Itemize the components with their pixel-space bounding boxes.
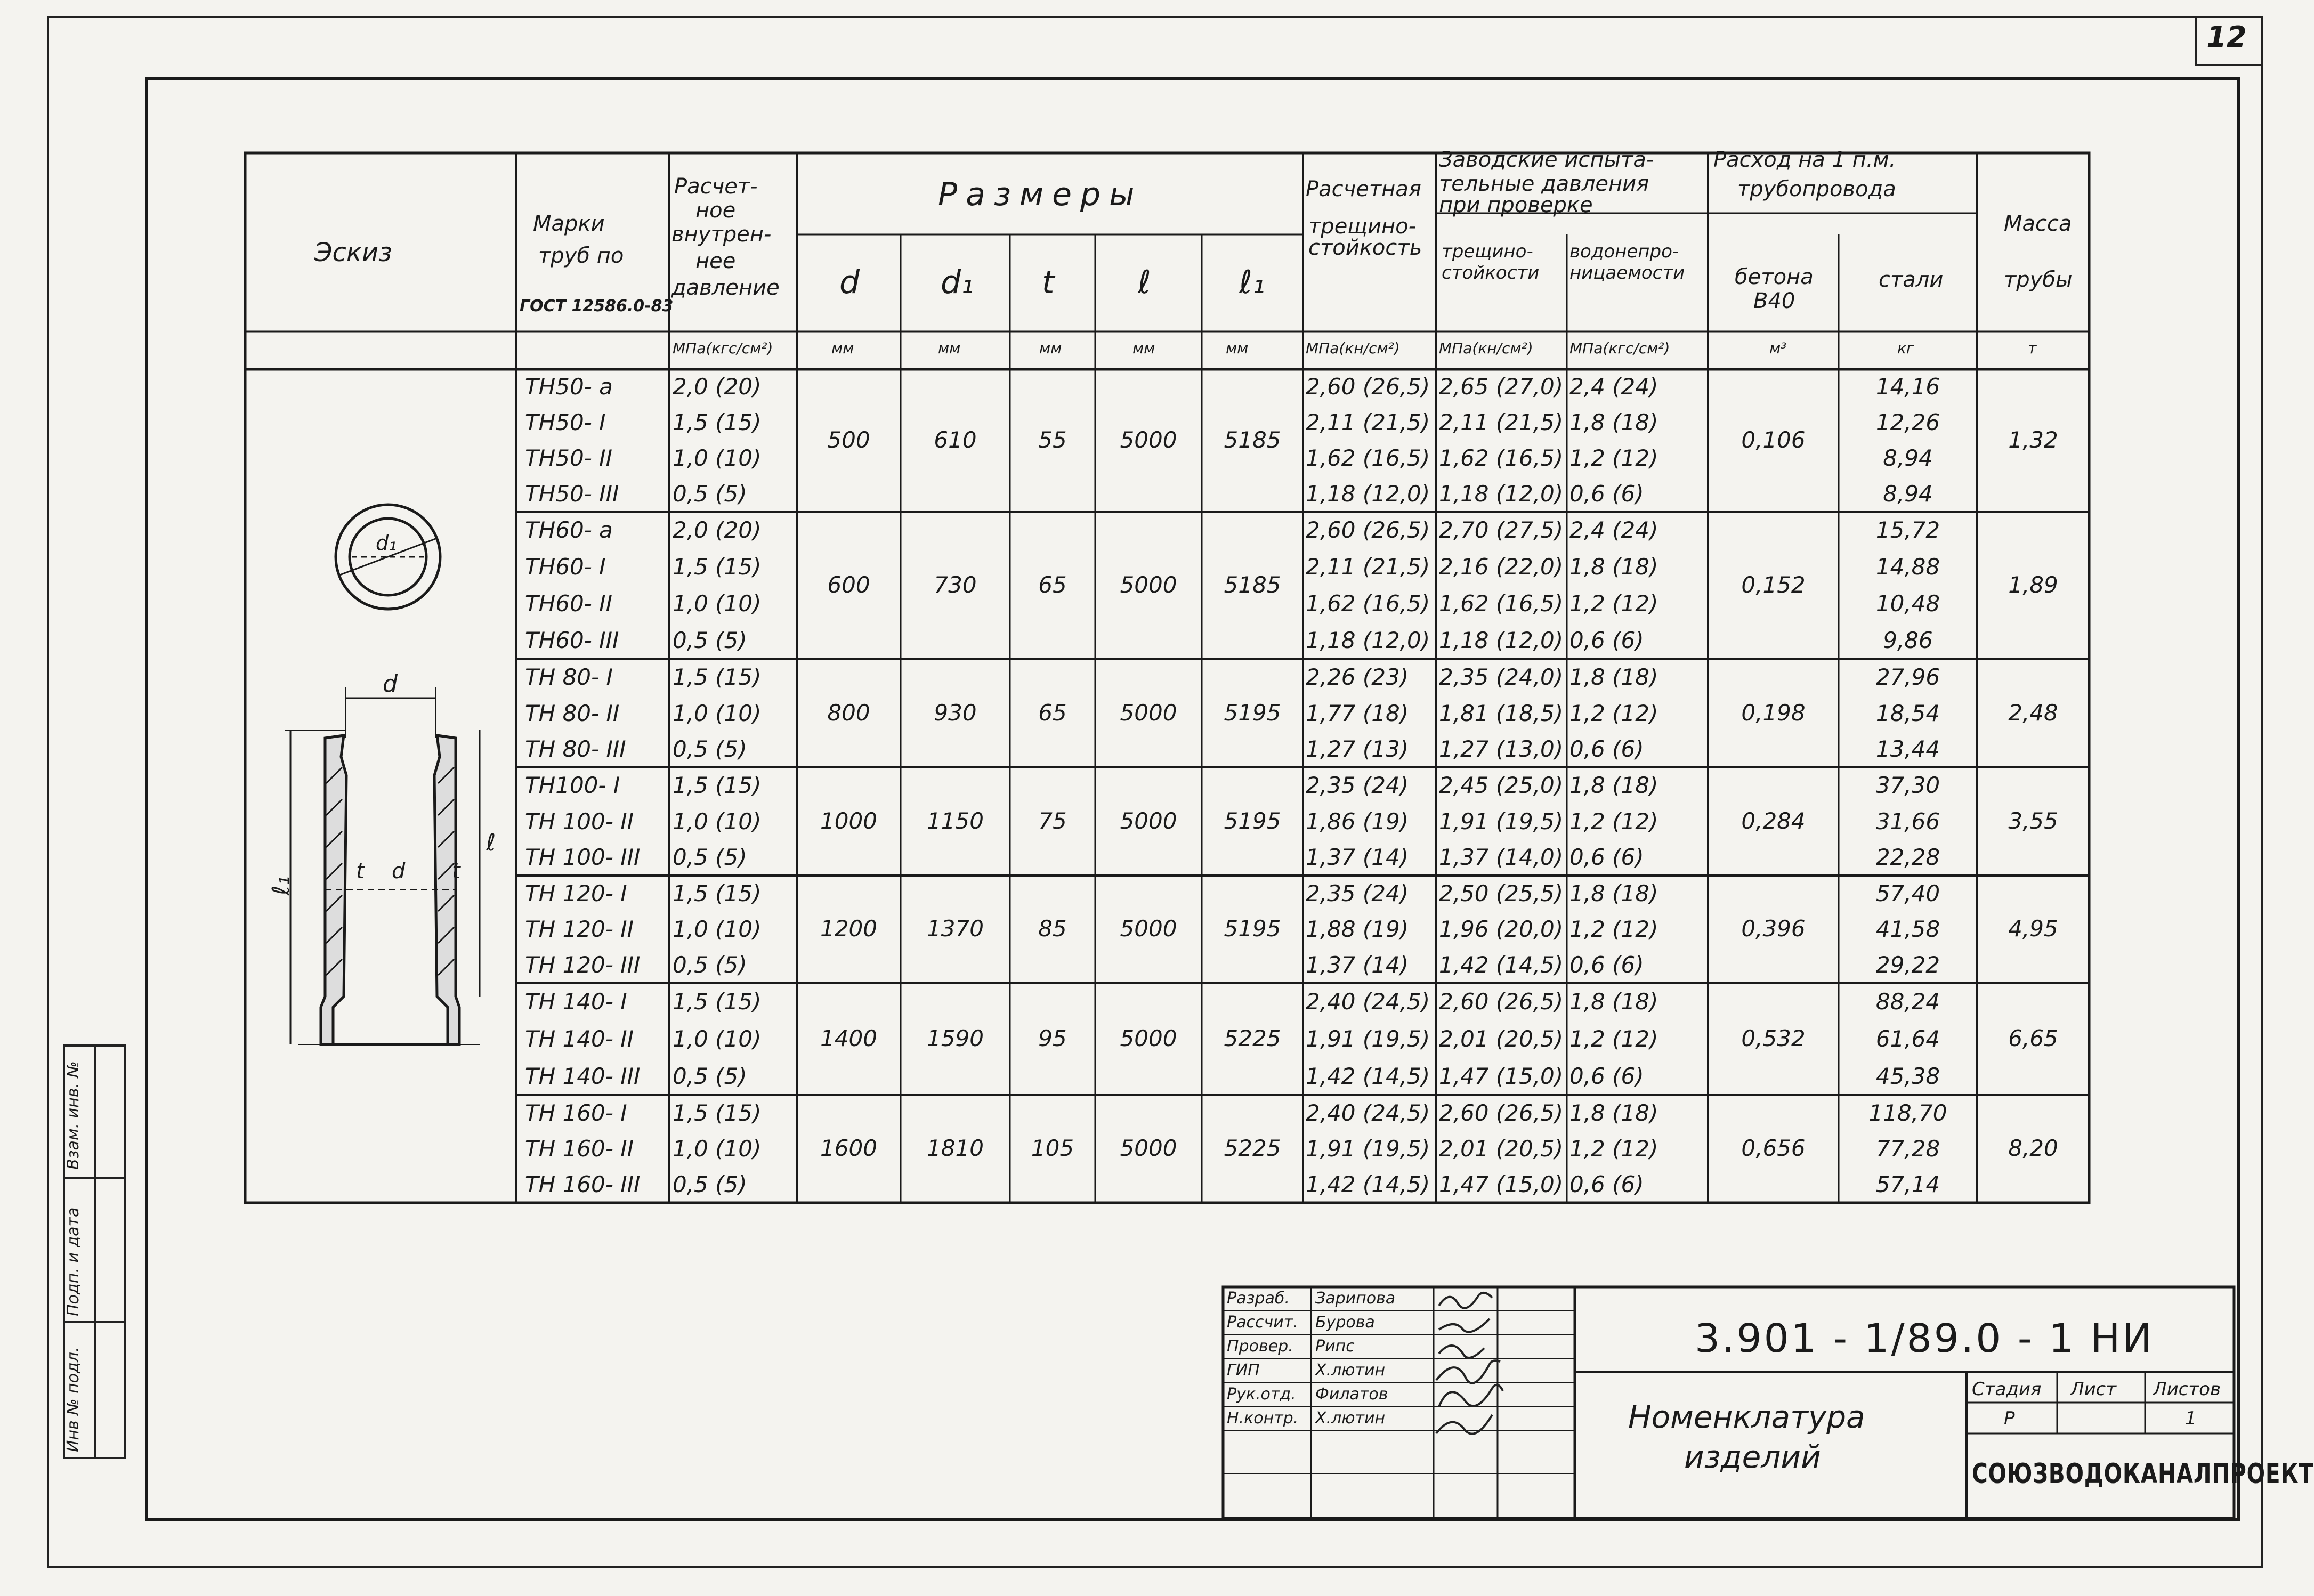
crack-resistance-cell: 1,86 (19) bbox=[1306, 808, 1409, 835]
crack-resistance-cell: 1,62 (16,5) bbox=[1306, 444, 1430, 471]
dim-d-cell: 600 bbox=[827, 571, 870, 598]
steel-cell: 61,64 bbox=[1875, 1026, 1940, 1052]
concrete-cell: 0,152 bbox=[1741, 571, 1806, 598]
pipe-mark-cell: ТН 80- III bbox=[525, 736, 626, 763]
sketch-label-t-right: t bbox=[452, 859, 460, 884]
mass-cell: 1,89 bbox=[2008, 571, 2058, 598]
factory-water-cell: 1,8 (18) bbox=[1569, 1099, 1658, 1126]
factory-water-cell: 1,2 (12) bbox=[1569, 700, 1658, 726]
dim-l-cell: 5000 bbox=[1120, 1135, 1177, 1161]
dim-l1-cell: 5195 bbox=[1224, 699, 1281, 726]
pressure-cell: 0,5 (5) bbox=[673, 1063, 747, 1089]
factory-water-cell: 0,6 (6) bbox=[1569, 1171, 1644, 1198]
factory-water-cell: 1,8 (18) bbox=[1569, 989, 1658, 1015]
factory-crack-cell: 2,60 (26,5) bbox=[1439, 989, 1564, 1015]
pipe-longitudinal-sketch bbox=[285, 687, 480, 1044]
document-title-2: изделий bbox=[1684, 1439, 1821, 1475]
factory-crack-cell: 1,47 (15,0) bbox=[1439, 1171, 1564, 1198]
factory-crack-cell: 2,65 (27,0) bbox=[1439, 374, 1564, 400]
pipe-mark-cell: ТН60- а bbox=[525, 516, 613, 543]
steel-cell: 15,72 bbox=[1875, 516, 1940, 543]
factory-crack-cell: 2,50 (25,5) bbox=[1439, 880, 1564, 906]
unit-cell: мм bbox=[1039, 339, 1062, 357]
factory-water-cell: 2,4 (24) bbox=[1569, 374, 1658, 400]
factory-crack-cell: 1,18 (12,0) bbox=[1439, 627, 1564, 654]
factory-crack-cell: 1,42 (14,5) bbox=[1439, 952, 1564, 978]
pressure-cell: 1,5 (15) bbox=[673, 772, 762, 798]
factory-water-cell: 0,6 (6) bbox=[1569, 736, 1644, 763]
crack-resistance-cell: 1,88 (19) bbox=[1306, 916, 1409, 942]
dim-t-cell: 65 bbox=[1038, 571, 1067, 598]
header-pressure-3: внутрен- bbox=[671, 222, 772, 247]
factory-crack-cell: 2,60 (26,5) bbox=[1439, 1099, 1564, 1126]
unit-cell: мм bbox=[938, 339, 961, 357]
dim-l-cell: 5000 bbox=[1120, 916, 1177, 942]
crack-resistance-cell: 2,26 (23) bbox=[1306, 663, 1409, 690]
header-mass-1: Масса bbox=[2004, 212, 2072, 236]
pipe-mark-cell: ТН60- II bbox=[525, 590, 612, 617]
side-stamp-sign-date: Подп. и дата bbox=[64, 1207, 83, 1316]
pipe-mark-cell: ТН 120- II bbox=[525, 916, 634, 942]
pressure-cell: 0,5 (5) bbox=[673, 480, 747, 507]
factory-crack-cell: 2,35 (24,0) bbox=[1439, 663, 1564, 690]
pressure-cell: 1,0 (10) bbox=[673, 808, 762, 835]
factory-water-cell: 1,2 (12) bbox=[1569, 444, 1658, 471]
dim-l1-cell: 5195 bbox=[1224, 916, 1281, 942]
dim-l1-cell: 5225 bbox=[1224, 1135, 1281, 1161]
dim-t-cell: 65 bbox=[1038, 699, 1067, 726]
steel-cell: 13,44 bbox=[1875, 736, 1940, 763]
mass-cell: 3,55 bbox=[2008, 807, 2058, 834]
factory-water-cell: 1,8 (18) bbox=[1569, 409, 1658, 436]
dim-t-cell: 55 bbox=[1038, 426, 1067, 453]
steel-cell: 29,22 bbox=[1875, 952, 1940, 978]
header-d1: d₁ bbox=[941, 264, 974, 301]
role-label: Рассчит. bbox=[1227, 1313, 1298, 1332]
header-pressure-1: Расчет- bbox=[674, 174, 758, 199]
pressure-cell: 1,0 (10) bbox=[673, 1136, 762, 1162]
crack-resistance-cell: 1,18 (12,0) bbox=[1306, 480, 1430, 507]
factory-crack-cell: 1,37 (14,0) bbox=[1439, 844, 1564, 871]
dim-t-cell: 95 bbox=[1038, 1025, 1067, 1051]
mass-cell: 1,32 bbox=[2008, 426, 2058, 453]
pressure-cell: 2,0 (20) bbox=[673, 516, 762, 543]
stage-head: Стадия bbox=[1972, 1379, 2042, 1400]
unit-cell: мм bbox=[1226, 339, 1249, 357]
factory-water-cell: 1,8 (18) bbox=[1569, 772, 1658, 798]
factory-water-cell: 1,8 (18) bbox=[1569, 663, 1658, 690]
header-pressure-2: ное bbox=[695, 198, 736, 223]
factory-crack-cell: 2,16 (22,0) bbox=[1439, 553, 1564, 580]
pressure-cell: 1,0 (10) bbox=[673, 590, 762, 617]
dim-t-cell: 75 bbox=[1038, 807, 1067, 834]
header-factory-water-2: ницаемости bbox=[1569, 262, 1685, 283]
steel-cell: 57,40 bbox=[1875, 880, 1940, 906]
crack-resistance-cell: 2,40 (24,5) bbox=[1306, 989, 1430, 1015]
organization-name: СОЮЗВОДОКАНАЛПРОЕКТ bbox=[1972, 1458, 2314, 1490]
concrete-cell: 0,656 bbox=[1741, 1135, 1806, 1161]
pressure-cell: 0,5 (5) bbox=[673, 627, 747, 654]
dim-t-cell: 105 bbox=[1031, 1135, 1074, 1161]
sketch-label-d: d bbox=[383, 670, 398, 698]
pressure-cell: 1,5 (15) bbox=[673, 880, 762, 906]
concrete-cell: 0,396 bbox=[1741, 916, 1806, 942]
role-name: Х.лютин bbox=[1315, 1361, 1386, 1380]
header-crack-1: Расчетная bbox=[1306, 177, 1421, 201]
pipe-mark-cell: ТН 140- I bbox=[525, 989, 627, 1015]
steel-cell: 118,70 bbox=[1868, 1099, 1947, 1126]
steel-cell: 41,58 bbox=[1875, 916, 1940, 942]
factory-crack-cell: 1,96 (20,0) bbox=[1439, 916, 1564, 942]
mass-cell: 2,48 bbox=[2008, 699, 2058, 726]
dim-l-cell: 5000 bbox=[1120, 571, 1177, 598]
unit-cell: т bbox=[2028, 339, 2037, 357]
dim-d1-cell: 930 bbox=[934, 699, 977, 726]
header-factory-crack-1: трещино- bbox=[1442, 241, 1533, 262]
dim-d-cell: 500 bbox=[827, 426, 870, 453]
crack-resistance-cell: 1,42 (14,5) bbox=[1306, 1063, 1430, 1089]
sheets-head: Листов bbox=[2153, 1379, 2221, 1400]
unit-cell: МПа(кн/см²) bbox=[1439, 339, 1533, 357]
header-factory-3: при проверке bbox=[1439, 193, 1593, 217]
header-t: t bbox=[1042, 264, 1055, 301]
pressure-cell: 2,0 (20) bbox=[673, 374, 762, 400]
unit-cell: МПа(кн/см²) bbox=[1306, 339, 1400, 357]
pipe-mark-cell: ТН 140- III bbox=[525, 1063, 641, 1089]
unit-cell: мм bbox=[1132, 339, 1155, 357]
factory-water-cell: 1,2 (12) bbox=[1569, 590, 1658, 617]
factory-crack-cell: 1,62 (16,5) bbox=[1439, 444, 1564, 471]
pressure-cell: 1,0 (10) bbox=[673, 700, 762, 726]
steel-cell: 10,48 bbox=[1875, 590, 1940, 617]
crack-resistance-cell: 2,40 (24,5) bbox=[1306, 1099, 1430, 1126]
document-title-1: Номенклатура bbox=[1628, 1399, 1865, 1435]
concrete-cell: 0,284 bbox=[1741, 807, 1806, 834]
crack-resistance-cell: 2,60 (26,5) bbox=[1306, 516, 1430, 543]
factory-water-cell: 1,2 (12) bbox=[1569, 1026, 1658, 1052]
pipe-mark-cell: ТН50- I bbox=[525, 409, 606, 436]
document-code: 3.901 - 1/89.0 - 1 НИ bbox=[1695, 1316, 2154, 1362]
pressure-cell: 1,0 (10) bbox=[673, 916, 762, 942]
header-concrete-2: B40 bbox=[1753, 289, 1795, 313]
unit-cell: м³ bbox=[1769, 339, 1787, 357]
crack-resistance-cell: 1,37 (14) bbox=[1306, 844, 1409, 871]
pipe-mark-cell: ТН 160- I bbox=[525, 1099, 627, 1126]
side-stamp-replace-inv: Взам. инв. № bbox=[64, 1061, 83, 1170]
sheets-value: 1 bbox=[2185, 1408, 2197, 1429]
pressure-cell: 1,5 (15) bbox=[673, 553, 762, 580]
pressure-cell: 1,5 (15) bbox=[673, 989, 762, 1015]
pressure-cell: 1,5 (15) bbox=[673, 1099, 762, 1126]
pipe-mark-cell: ТН 80- II bbox=[525, 700, 620, 726]
factory-crack-cell: 2,01 (20,5) bbox=[1439, 1026, 1564, 1052]
factory-crack-cell: 1,81 (18,5) bbox=[1439, 700, 1564, 726]
pipe-mark-cell: ТН 160- II bbox=[525, 1136, 634, 1162]
steel-cell: 8,94 bbox=[1883, 444, 1933, 471]
pressure-cell: 1,5 (15) bbox=[673, 409, 762, 436]
steel-cell: 14,88 bbox=[1875, 553, 1940, 580]
steel-cell: 31,66 bbox=[1875, 808, 1940, 835]
header-factory-crack-2: стойкости bbox=[1442, 262, 1540, 283]
pressure-cell: 0,5 (5) bbox=[673, 736, 747, 763]
sheet-head: Лист bbox=[2070, 1379, 2117, 1400]
header-sketch: Эскиз bbox=[314, 238, 392, 268]
factory-crack-cell: 1,18 (12,0) bbox=[1439, 480, 1564, 507]
header-pressure-5: давление bbox=[671, 276, 780, 300]
dim-d1-cell: 1150 bbox=[927, 807, 984, 834]
role-name: Зарипова bbox=[1315, 1289, 1396, 1308]
factory-water-cell: 2,4 (24) bbox=[1569, 516, 1658, 543]
role-name: Бурова bbox=[1315, 1313, 1375, 1332]
header-d: d bbox=[839, 264, 860, 301]
role-label: Рук.отд. bbox=[1227, 1385, 1296, 1404]
steel-cell: 37,30 bbox=[1875, 772, 1940, 798]
factory-water-cell: 0,6 (6) bbox=[1569, 952, 1644, 978]
header-marks-1: Марки bbox=[533, 212, 605, 236]
unit-cell: кг bbox=[1897, 339, 1914, 357]
unit-cell: мм bbox=[831, 339, 854, 357]
header-factory-water-1: водонепро- bbox=[1569, 241, 1679, 262]
factory-water-cell: 0,6 (6) bbox=[1569, 627, 1644, 654]
dim-l1-cell: 5225 bbox=[1224, 1025, 1281, 1051]
mass-cell: 4,95 bbox=[2008, 916, 2058, 942]
sketch-label-t-left: t bbox=[356, 859, 365, 884]
pressure-cell: 1,0 (10) bbox=[673, 444, 762, 471]
role-name: Х.лютин bbox=[1315, 1409, 1386, 1428]
concrete-cell: 0,198 bbox=[1741, 699, 1806, 726]
factory-crack-cell: 2,45 (25,0) bbox=[1439, 772, 1564, 798]
sketch-label-d1: d₁ bbox=[376, 531, 397, 555]
dim-l-cell: 5000 bbox=[1120, 807, 1177, 834]
crack-resistance-cell: 2,11 (21,5) bbox=[1306, 409, 1430, 436]
header-consumption-1: Расход на 1 п.м. bbox=[1713, 148, 1896, 172]
pipe-section-sketch bbox=[336, 505, 440, 609]
pressure-cell: 0,5 (5) bbox=[673, 952, 747, 978]
dim-t-cell: 85 bbox=[1038, 916, 1067, 942]
steel-cell: 77,28 bbox=[1875, 1136, 1940, 1162]
steel-cell: 14,16 bbox=[1875, 374, 1940, 400]
header-pressure-4: нее bbox=[695, 249, 736, 273]
steel-cell: 88,24 bbox=[1875, 989, 1940, 1015]
factory-crack-cell: 1,47 (15,0) bbox=[1439, 1063, 1564, 1089]
dim-d-cell: 1400 bbox=[820, 1025, 877, 1051]
stage-value: Р bbox=[2004, 1408, 2015, 1429]
factory-crack-cell: 2,11 (21,5) bbox=[1439, 409, 1564, 436]
header-l1: ℓ₁ bbox=[1239, 264, 1265, 301]
factory-crack-cell: 1,27 (13,0) bbox=[1439, 736, 1564, 763]
dim-d-cell: 1600 bbox=[820, 1135, 877, 1161]
dim-l1-cell: 5185 bbox=[1224, 426, 1281, 453]
dim-l-cell: 5000 bbox=[1120, 699, 1177, 726]
steel-cell: 27,96 bbox=[1875, 663, 1940, 690]
crack-resistance-cell: 2,35 (24) bbox=[1306, 880, 1409, 906]
dim-l-cell: 5000 bbox=[1120, 426, 1177, 453]
role-name: Рипс bbox=[1315, 1337, 1355, 1356]
header-marks-2: труб по bbox=[538, 244, 624, 268]
pipe-mark-cell: ТН50- III bbox=[525, 480, 619, 507]
header-l: ℓ bbox=[1138, 264, 1151, 301]
role-label: Н.контр. bbox=[1227, 1409, 1299, 1428]
dim-d-cell: 1000 bbox=[820, 807, 877, 834]
header-crack-3: стойкость bbox=[1308, 236, 1422, 260]
side-stamp-inv-no: Инв № подл. bbox=[64, 1347, 83, 1452]
pressure-cell: 1,5 (15) bbox=[673, 663, 762, 690]
role-label: Провер. bbox=[1227, 1337, 1293, 1356]
mass-cell: 8,20 bbox=[2008, 1135, 2058, 1161]
unit-cell: МПа(кгс/см²) bbox=[1569, 339, 1670, 357]
pipe-mark-cell: ТН 100- II bbox=[525, 808, 634, 835]
steel-cell: 8,94 bbox=[1883, 480, 1933, 507]
crack-resistance-cell: 1,42 (14,5) bbox=[1306, 1171, 1430, 1198]
crack-resistance-cell: 2,35 (24) bbox=[1306, 772, 1409, 798]
crack-resistance-cell: 1,91 (19,5) bbox=[1306, 1026, 1430, 1052]
pipe-mark-cell: ТН 160- III bbox=[525, 1171, 641, 1198]
dim-d-cell: 800 bbox=[827, 699, 870, 726]
factory-water-cell: 1,2 (12) bbox=[1569, 1136, 1658, 1162]
page-number: 12 bbox=[2206, 20, 2247, 54]
header-steel: стали bbox=[1879, 268, 1944, 292]
factory-water-cell: 1,2 (12) bbox=[1569, 916, 1658, 942]
header-factory-2: тельные давления bbox=[1439, 172, 1649, 196]
dim-d1-cell: 1590 bbox=[927, 1025, 984, 1051]
pipe-mark-cell: ТН 140- II bbox=[525, 1026, 634, 1052]
crack-resistance-cell: 1,27 (13) bbox=[1306, 736, 1409, 763]
crack-resistance-cell: 1,37 (14) bbox=[1306, 952, 1409, 978]
dim-l-cell: 5000 bbox=[1120, 1025, 1177, 1051]
steel-cell: 45,38 bbox=[1875, 1063, 1940, 1089]
factory-water-cell: 0,6 (6) bbox=[1569, 480, 1644, 507]
factory-crack-cell: 2,70 (27,5) bbox=[1439, 516, 1564, 543]
header-mass-2: трубы bbox=[2004, 268, 2073, 292]
sketch-label-d-mid: d bbox=[392, 859, 406, 884]
pressure-cell: 0,5 (5) bbox=[673, 844, 747, 871]
dim-l1-cell: 5195 bbox=[1224, 807, 1281, 834]
role-label: Разраб. bbox=[1227, 1289, 1290, 1308]
header-consumption-2: трубопровода bbox=[1737, 177, 1896, 201]
concrete-cell: 0,106 bbox=[1741, 426, 1806, 453]
mass-cell: 6,65 bbox=[2008, 1025, 2058, 1051]
pipe-mark-cell: ТН60- III bbox=[525, 627, 619, 654]
steel-cell: 12,26 bbox=[1875, 409, 1940, 436]
header-marks-3: ГОСТ 12586.0-83 bbox=[520, 297, 674, 315]
dim-d1-cell: 730 bbox=[934, 571, 977, 598]
signatures bbox=[1436, 1293, 1503, 1434]
crack-resistance-cell: 1,62 (16,5) bbox=[1306, 590, 1430, 617]
role-label: ГИП bbox=[1227, 1361, 1260, 1380]
factory-crack-cell: 1,62 (16,5) bbox=[1439, 590, 1564, 617]
header-crack-2: трещино- bbox=[1308, 214, 1417, 239]
crack-resistance-cell: 1,77 (18) bbox=[1306, 700, 1409, 726]
pipe-mark-cell: ТН 100- III bbox=[525, 844, 641, 871]
pressure-cell: 1,0 (10) bbox=[673, 1026, 762, 1052]
crack-resistance-cell: 2,11 (21,5) bbox=[1306, 553, 1430, 580]
steel-cell: 18,54 bbox=[1875, 700, 1940, 726]
concrete-cell: 0,532 bbox=[1741, 1025, 1806, 1051]
header-concrete-1: бетона bbox=[1735, 265, 1814, 289]
sketch-label-l: ℓ bbox=[486, 829, 496, 856]
factory-water-cell: 1,8 (18) bbox=[1569, 880, 1658, 906]
dim-d1-cell: 1370 bbox=[927, 916, 984, 942]
role-name: Филатов bbox=[1315, 1385, 1388, 1404]
unit-cell: МПа(кгс/см²) bbox=[673, 339, 773, 357]
pipe-mark-cell: ТН 120- I bbox=[525, 880, 627, 906]
sketch-label-l1: ℓ₁ bbox=[267, 876, 295, 895]
header-factory-1: Заводские испыта- bbox=[1439, 148, 1654, 172]
crack-resistance-cell: 1,91 (19,5) bbox=[1306, 1136, 1430, 1162]
steel-cell: 57,14 bbox=[1875, 1171, 1940, 1198]
pipe-mark-cell: ТН100- I bbox=[525, 772, 620, 798]
dim-l1-cell: 5185 bbox=[1224, 571, 1281, 598]
factory-water-cell: 1,2 (12) bbox=[1569, 808, 1658, 835]
dim-d1-cell: 610 bbox=[934, 426, 977, 453]
crack-resistance-cell: 1,18 (12,0) bbox=[1306, 627, 1430, 654]
pipe-mark-cell: ТН50- а bbox=[525, 374, 613, 400]
factory-crack-cell: 2,01 (20,5) bbox=[1439, 1136, 1564, 1162]
dim-d1-cell: 1810 bbox=[927, 1135, 984, 1161]
dim-d-cell: 1200 bbox=[820, 916, 877, 942]
steel-cell: 9,86 bbox=[1883, 627, 1933, 654]
factory-water-cell: 0,6 (6) bbox=[1569, 844, 1644, 871]
factory-crack-cell: 1,91 (19,5) bbox=[1439, 808, 1564, 835]
pipe-mark-cell: ТН60- I bbox=[525, 553, 606, 580]
header-sizes: Размеры bbox=[938, 176, 1143, 213]
factory-water-cell: 0,6 (6) bbox=[1569, 1063, 1644, 1089]
pipe-mark-cell: ТН 80- I bbox=[525, 663, 613, 690]
pipe-mark-cell: ТН 120- III bbox=[525, 952, 641, 978]
crack-resistance-cell: 2,60 (26,5) bbox=[1306, 374, 1430, 400]
pressure-cell: 0,5 (5) bbox=[673, 1171, 747, 1198]
pipe-mark-cell: ТН50- II bbox=[525, 444, 612, 471]
factory-water-cell: 1,8 (18) bbox=[1569, 553, 1658, 580]
steel-cell: 22,28 bbox=[1875, 844, 1940, 871]
